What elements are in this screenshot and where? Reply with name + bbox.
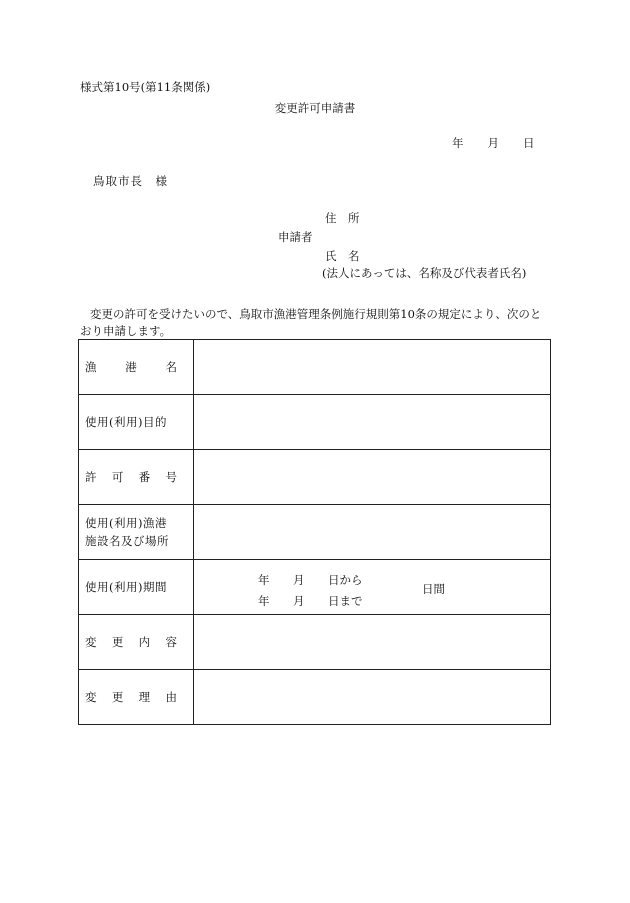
- label-char: 容: [165, 635, 177, 649]
- label-char: 許: [85, 470, 97, 484]
- value-change-reason[interactable]: [194, 670, 551, 725]
- date-month-label: 月: [487, 136, 499, 150]
- label-char: 理: [138, 690, 151, 704]
- table-row-change-reason: [79, 670, 551, 725]
- period-from-month: 月: [293, 573, 305, 587]
- table-row-permit-number: [79, 450, 551, 505]
- label-char: 変: [85, 635, 97, 649]
- period-to-month: 月: [293, 594, 305, 608]
- corporation-note: (法人にあっては、名称及び代表者氏名): [322, 266, 527, 280]
- label-text-line2: 施設名及び場所: [85, 534, 169, 548]
- label-fishing-port-name: [79, 340, 194, 395]
- label-char: 港: [125, 360, 137, 374]
- label-text: 使用(利用)目的: [85, 415, 167, 429]
- label-char: 漁: [85, 360, 97, 374]
- name-label: 氏 名: [325, 249, 360, 263]
- label-char: 更: [111, 690, 124, 704]
- period-to-day: 日まで: [328, 594, 363, 608]
- table-row-purpose: [79, 395, 551, 450]
- value-permit-number[interactable]: [194, 450, 551, 505]
- body-text: 変更の許可を受けたいので、鳥取市漁港管理条例施行規則第10条の規定により、次のとおり申請します。: [80, 307, 542, 338]
- label-change-content: [79, 615, 194, 670]
- label-char: 番: [138, 470, 151, 484]
- label-char: 内: [138, 635, 151, 649]
- period-to-year: 年: [258, 594, 270, 608]
- value-purpose[interactable]: [194, 395, 551, 450]
- form-number: 様式第10号(第11条関係): [80, 80, 211, 94]
- addressee: 鳥取市長 様: [93, 174, 168, 188]
- label-char: 名: [165, 360, 177, 374]
- date-line: [452, 138, 535, 150]
- application-table: [78, 339, 551, 725]
- period-from-year: 年: [258, 573, 270, 587]
- label-change-reason: [79, 670, 194, 725]
- value-fishing-port-name[interactable]: [194, 340, 551, 395]
- label-text-line1: 使用(利用)漁港: [85, 516, 167, 530]
- label-text: 使用(利用)期間: [85, 580, 167, 594]
- period-days: 日間: [422, 582, 445, 596]
- label-period: [79, 560, 194, 615]
- value-facility[interactable]: [194, 505, 551, 560]
- value-period[interactable]: [194, 560, 551, 615]
- label-purpose: [79, 395, 194, 450]
- date-year-label: 年: [452, 136, 464, 150]
- label-char: 由: [165, 690, 177, 704]
- label-char: 号: [165, 470, 177, 484]
- label-permit-number: [79, 450, 194, 505]
- period-from-day: 日から: [328, 573, 363, 587]
- table-row-facility: [79, 505, 551, 560]
- table-row-period: [79, 560, 551, 615]
- label-facility: [79, 505, 194, 560]
- address-label: 住 所: [325, 211, 360, 225]
- table-row-change-content: [79, 615, 551, 670]
- label-char: 可: [111, 470, 124, 484]
- value-change-content[interactable]: [194, 615, 551, 670]
- document-title: 変更許可申請書: [274, 101, 356, 115]
- label-char: 変: [85, 690, 97, 704]
- label-char: 更: [111, 635, 124, 649]
- date-day-label: 日: [523, 136, 535, 150]
- applicant-label: 申請者: [278, 230, 313, 244]
- table-row-fishing-port: [79, 340, 551, 395]
